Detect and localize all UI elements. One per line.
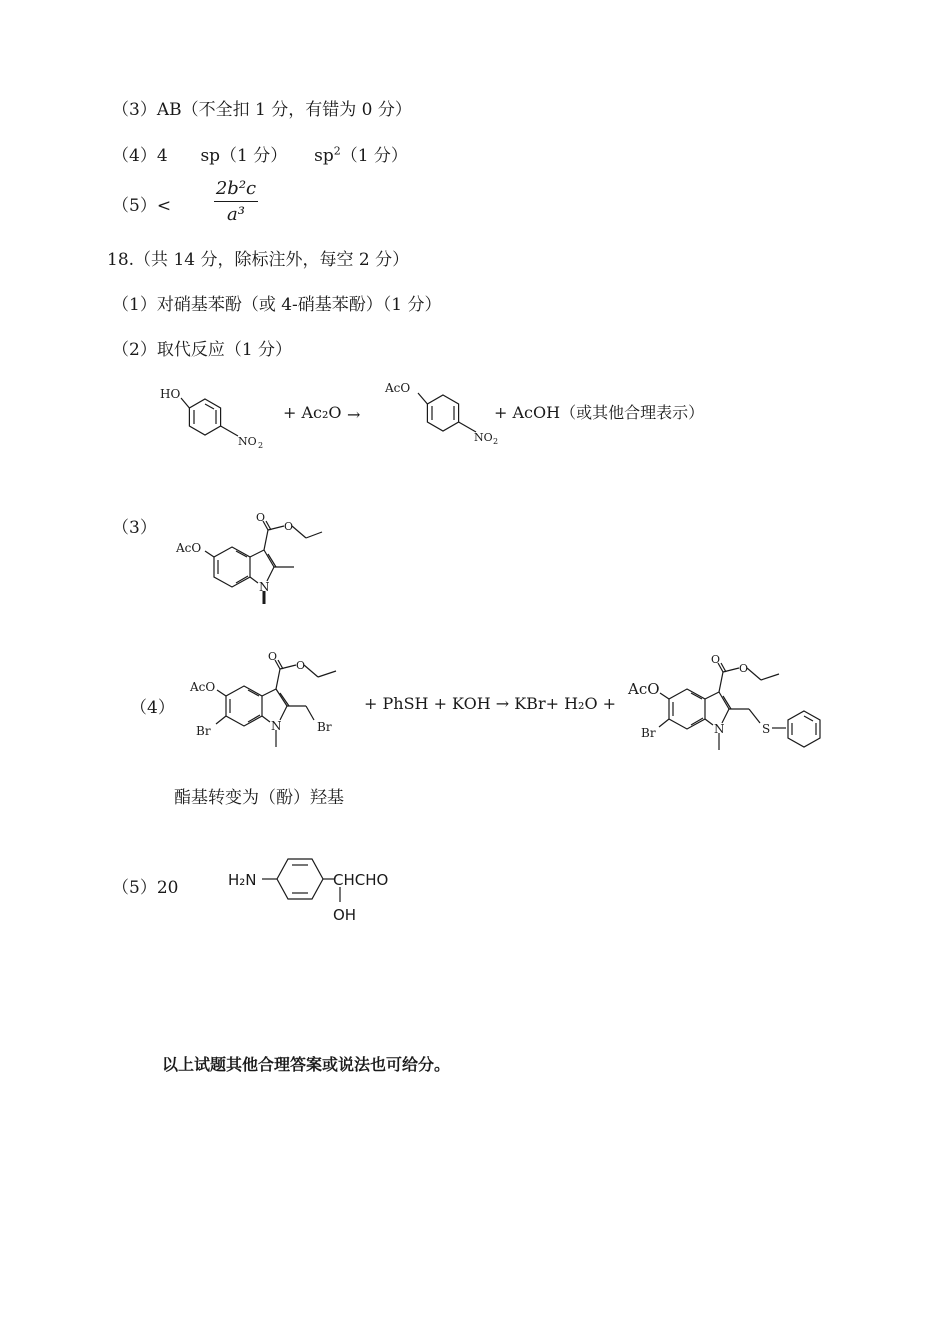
s5-chcho: CHCHO	[333, 871, 389, 889]
r4-o-carbonyl: O	[268, 650, 278, 663]
r1-no2-sub: 2	[258, 441, 264, 450]
r4-n: N	[271, 719, 282, 733]
q4-sp2-base: sp	[314, 146, 334, 166]
r1-no2-label: NO	[238, 435, 257, 448]
line-q3: （3）AB（不全扣 1 分，有错为 0 分）	[112, 100, 412, 120]
p-aco-label: AcO	[385, 381, 411, 395]
r4p-br: Br	[641, 726, 656, 740]
reagent-label: + Ac₂O	[283, 403, 342, 422]
reaction-tail: + AcOH（或其他合理表示）	[494, 403, 705, 422]
line-q18-1: （1）对硝基苯酚（或 4-硝基苯酚）（1 分）	[112, 295, 442, 315]
q4-sp2-tail: （1 分）	[340, 146, 408, 166]
r1-ho-label: HO	[160, 387, 181, 401]
r4-br-ring: Br	[196, 724, 211, 738]
r4-o-ester: O	[296, 659, 306, 672]
fraction-numerator: 2b²c	[215, 178, 257, 199]
line-q18-4: （4）	[130, 698, 175, 718]
p-no2-label: NO	[474, 431, 493, 444]
line-q18-2: （2）取代反应（1 分）	[112, 340, 293, 360]
footer-note: 以上试题其他合理答案或说法也可给分。	[162, 1055, 451, 1074]
q4-sp2-sup: 2	[333, 144, 341, 158]
p-no2-sub: 2	[493, 437, 499, 446]
q4-prefix: （4）4	[112, 146, 168, 166]
reaction-arrow: →	[347, 405, 361, 424]
line-q18-4-note: 酯基转变为（酚）羟基	[174, 788, 344, 808]
s3-n: N	[259, 580, 270, 594]
r4-aco: AcO	[190, 680, 216, 694]
r4p-aco: AcO	[628, 680, 660, 698]
line-q18: 18.（共 14 分，除标注外，每空 2 分）	[107, 250, 410, 270]
s3-o-carbonyl: O	[256, 511, 266, 524]
r4-middle: + PhSH + KOH → KBr+ H₂O +	[364, 694, 617, 713]
line-q18-3: （3）	[112, 518, 157, 538]
fraction-denominator: a³	[227, 204, 245, 225]
r4p-o-ester: O	[739, 662, 749, 675]
s5-oh: OH	[333, 906, 357, 924]
r4p-n: N	[714, 722, 725, 736]
s3-o-ester: O	[284, 520, 294, 533]
line-q5: （5）<	[112, 196, 172, 216]
r4p-o-carbonyl: O	[711, 653, 721, 666]
q4-sp: sp（1 分）	[200, 146, 288, 166]
s5-h2n: H₂N	[228, 871, 257, 889]
r4-br-chain: Br	[317, 720, 332, 734]
r4p-s: S	[762, 722, 771, 736]
s3-aco: AcO	[176, 541, 202, 555]
line-q18-5: （5）20	[112, 878, 179, 898]
